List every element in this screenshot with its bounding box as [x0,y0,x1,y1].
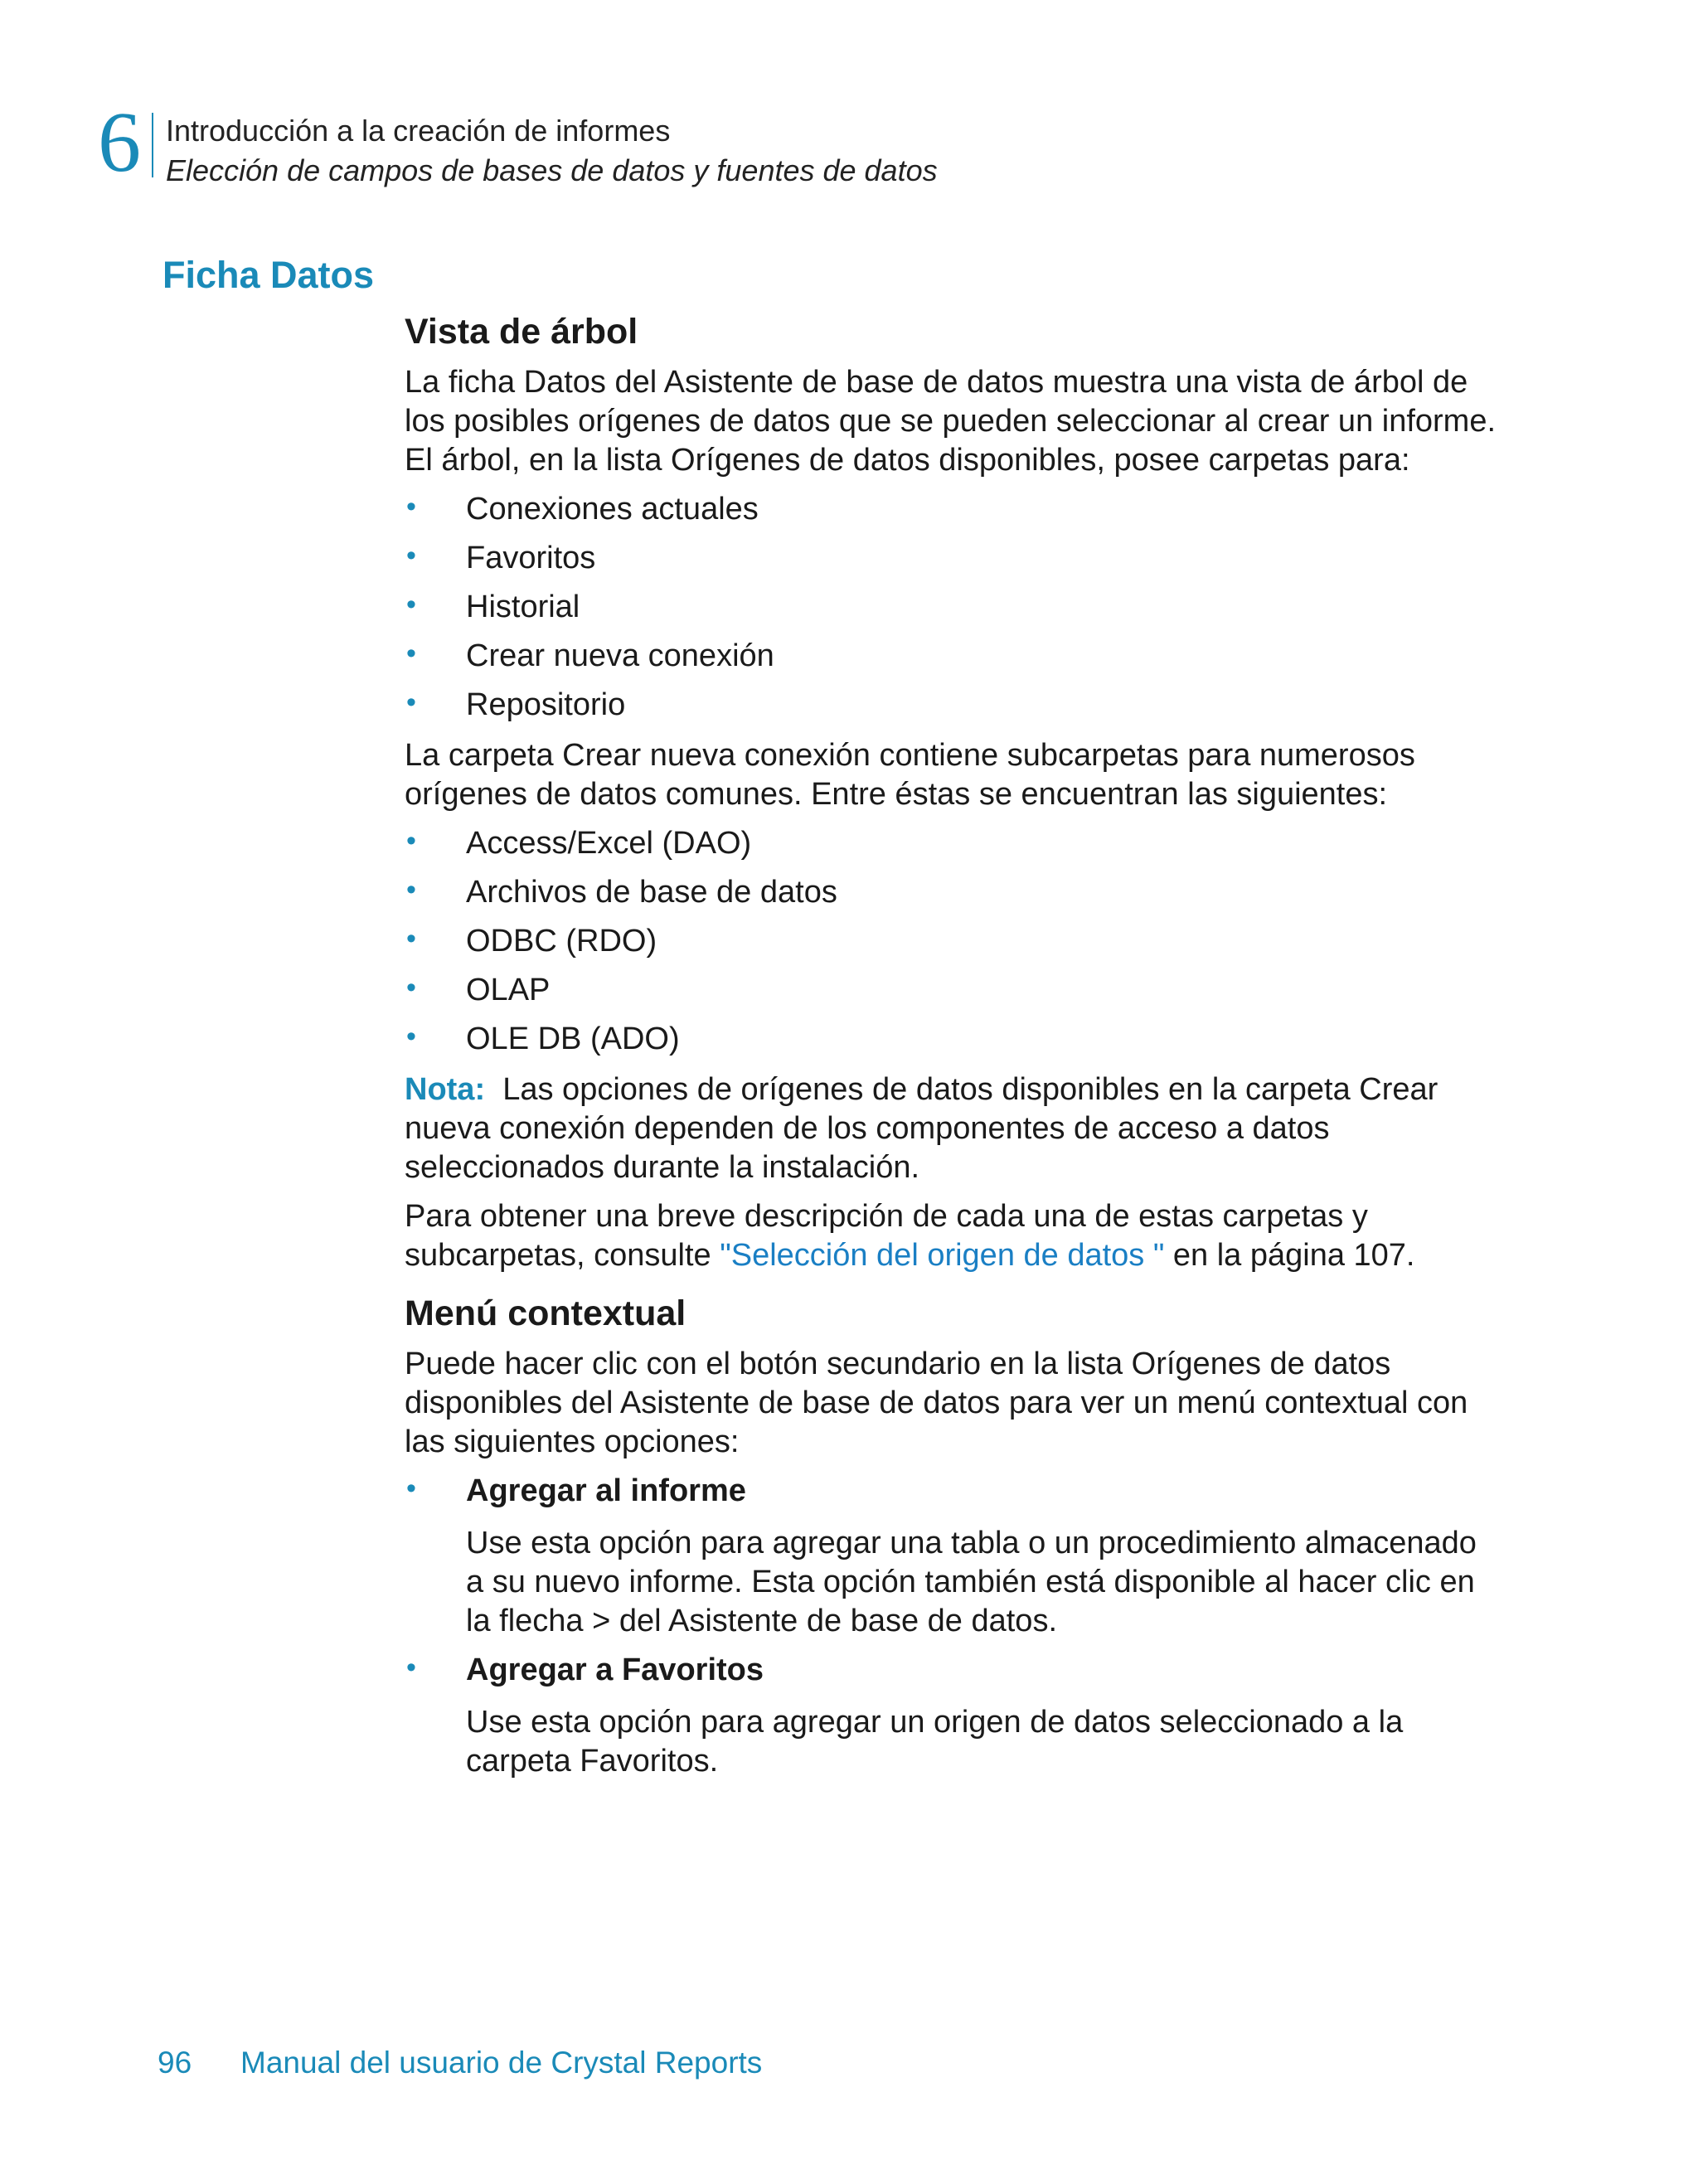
option-title: Agregar a Favoritos [466,1653,764,1687]
list-item-label: OLE DB (ADO) [466,1022,680,1056]
bullet-icon: • [406,1652,416,1683]
section-title: Ficha Datos [163,254,375,296]
bullet-icon: • [406,874,416,905]
section-subtitle: Elección de campos de bases de datos y fuentes de datos [166,153,938,187]
list-item-label: Favoritos [466,541,596,575]
option-description: Use esta opción para agregar un origen de datos seleccionado a la carpeta Favoritos. [466,1705,1404,1779]
list-item-label: Historial [466,590,580,624]
bullet-icon: • [406,491,416,522]
tree-view-intro: La ficha Datos del Asistente de base de datos muestra una vista de árbol de los posibles orígenes de datos que se pueden seleccionar al crear un informe. El árbol, en la lista Orígenes de datos disponibles, posee carpetas para: [405,365,1497,478]
list-item [405,588,1499,627]
bullet-icon: • [406,638,416,669]
list-item [405,539,1499,578]
list-item [405,637,1499,676]
note-label: Nota: [405,1072,486,1107]
folder-list [405,490,1499,725]
note [405,1070,1499,1187]
list-item-label: Conexiones actuales [466,492,759,527]
list-item [405,922,1499,961]
list-item [405,686,1499,725]
chapter-number: 6 [98,95,141,190]
list-item [405,1651,1499,1781]
bullet-icon: • [406,589,416,620]
bullet-icon: • [406,923,416,954]
context-menu-heading: Menú contextual [405,1293,686,1333]
list-item-label: Access/Excel (DAO) [466,826,752,861]
context-menu-intro: Puede hacer clic con el botón secundario en la lista Orígenes de datos disponibles del Asistente de base de datos para ver un menú contextual con las siguientes opciones: [405,1347,1468,1459]
list-item [405,1020,1499,1059]
context-option-list [405,1472,1499,1781]
list-item [405,873,1499,912]
note-text: Las opciones de orígenes de datos disponibles en la carpeta Crear nueva conexión dependen de los componentes de acceso a datos seleccionados durante la instalación. [405,1072,1438,1185]
subfolders-intro: La carpeta Crear nueva conexión contiene subcarpetas para numerosos orígenes de datos comunes. Entre éstas se encuentran las siguientes: [405,738,1415,812]
list-item [405,1472,1499,1641]
chapter-title: Introducción a la creación de informes [166,114,671,148]
cross-reference [405,1197,1499,1275]
bullet-icon: • [406,972,416,1003]
bullet-icon: • [406,687,416,718]
bullet-icon: • [406,1021,416,1052]
header-divider [152,113,153,177]
bullet-icon: • [406,540,416,571]
list-item [405,490,1499,529]
subfolder-list [405,824,1499,1059]
list-item-label: Archivos de base de datos [466,875,837,910]
option-title: Agregar al informe [466,1473,746,1508]
list-item-label: ODBC (RDO) [466,924,657,959]
page-number: 96 [158,2046,192,2080]
list-item-label: OLAP [466,973,551,1007]
list-item-label: Repositorio [466,687,626,722]
reference-link[interactable]: "Selección del origen de datos " [720,1238,1165,1273]
reference-page-text: en la página 107. [1164,1238,1415,1273]
bullet-icon: • [406,1473,416,1504]
tree-view-heading: Vista de árbol [405,312,638,352]
list-item [405,824,1499,863]
bullet-icon: • [406,825,416,857]
book-title: Manual del usuario de Crystal Reports [240,2046,763,2080]
page-footer [158,2043,762,2083]
option-description: Use esta opción para agregar una tabla o un procedimiento almacenado a su nuevo informe. Esta opción también está disponible al hacer clic en la flecha > del Asistente de base de datos. [466,1526,1477,1638]
reference-text: Para obtener una breve descripción de cada una de estas carpetas y subcarpetas, consulte [405,1199,1368,1273]
list-item-label: Crear nueva conexión [466,638,774,673]
main-content [405,310,1499,1793]
list-item [405,971,1499,1010]
